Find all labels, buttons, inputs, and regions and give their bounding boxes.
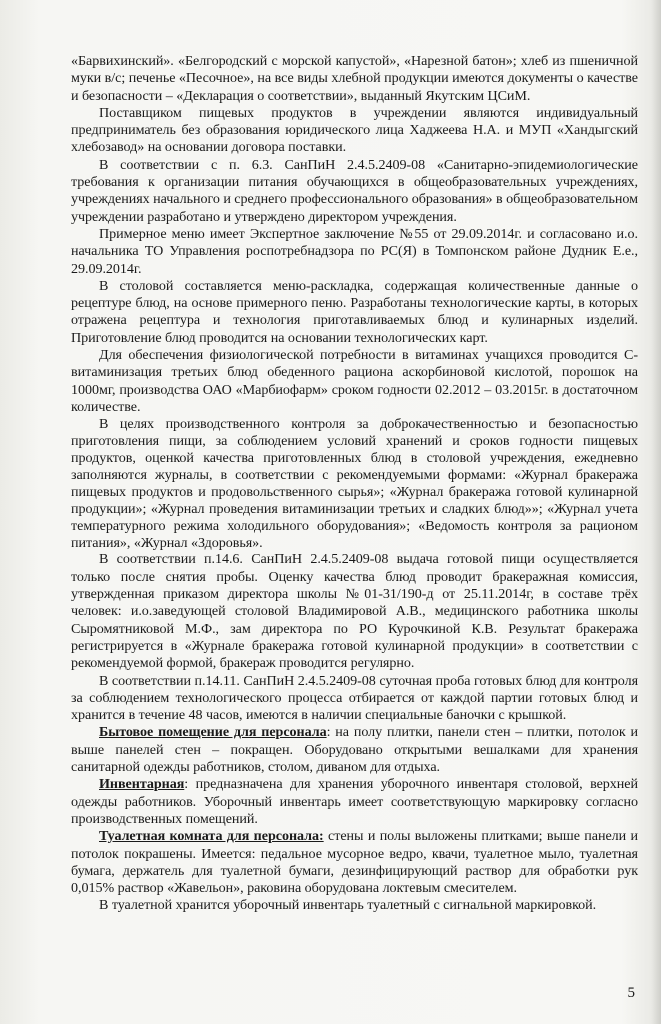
paragraph: В соответствии с п. 6.3. СанПиН 2.4.5.2409-08 «Санитарно-эпидемиологические требования к организации питания обучающихся в общеобразовательных учреждениях, учреждениях начального и среднего профессионального образования» в общеобразовательном учреждении разработано и утверждено директором учреждения. (71, 156, 638, 225)
page-number: 5 (627, 985, 635, 1001)
paragraph-text: : на полу плитки, панели стен – плитки, потолок и выше панелей стен – покращен. Оборудовано открытыми вешалками для хранения санитарной одежды работников, столом, диваном для отдыха. (71, 724, 638, 776)
page-edge-shadow (651, 0, 661, 1024)
section-heading: Туалетная комната для персонала: (99, 828, 324, 845)
paragraph (71, 776, 638, 828)
paragraph: Примерное меню имеет Экспертное заключение №55 от 29.09.2014г. и согласовано и.о. начальника ТО Управления роспотребнадзора по РС(Я) в Томпонском районе Дудник Е.е., 29.09.2014г. (71, 225, 638, 277)
paragraph: Поставщиком пищевых продуктов в учреждении являются индивидуальный предприниматель без образования юридического лица Хаджеева Н.А. и МУП «Хандыгский хлебозавод» на основании договора поставки. (71, 104, 638, 156)
section-heading: Бытовое помещение для персонала (99, 724, 327, 741)
paragraph-text: : предназначена для хранения уборочного инвентаря столовой, верхней одежды работников. Уборочный инвентарь имеет соответствующую маркировку согласно производственных помещений. (71, 776, 638, 827)
section-heading: Инвентарная (99, 776, 185, 793)
document-body (71, 53, 638, 915)
paragraph: В соответствии п.14.6. СанПиН 2.4.5.2409-08 выдача готовой пищи осуществляется только после снятия пробы. Оценку качества блюд проводит бракеражная комиссия, утвержденная приказом директора школы №01-31/190-д от 25.11.2014г, в составе трёх человек: и.о.заведующей столовой Владимировой А.В., медицинского работника школы Сыромятниковой М.Ф., зам директора по РО Курочкиной К.В. Результат бракеража регистрируется в «Журнале бракеража готовой кулинарной продукции» в соответствии с рекомендуемой формой, бракераж проводится регулярно. (71, 551, 638, 672)
paragraph: «Барвихинский». «Белгородский с морской капустой», «Нарезной батон»; хлеб из пшеничной муки в/с; печенье «Песочное», на все виды хлебной продукции имеются документы о качестве и безопасности – «Декларация о соответствии», выданный Якутским ЦСиМ. (71, 53, 638, 104)
paragraph (71, 828, 638, 897)
paragraph: В целях производственного контроля за доброкачественностью и безопасностью приготовления пищи, за соблюдением условий хранений и сроков годности пищевых продуктов, оценкой качества приготовленных блюд в столовой учреждения, ежедневно заполняются журналы, в соответствии с рекомендуемыми формами: «Журнал бракеража пищевых продуктов и продовольственного сырья»; «Журнал бракеража готовой кулинарной продукции»; «Журнал проведения витаминизации третьих и сладких блюд»»; «Журнал учета температурного режима холодильного оборудования»; «Ведомость контроля за рационом питания», «Журнал «Здоровья». (71, 416, 638, 551)
paragraph: В соответствии п.14.11. СанПиН 2.4.5.2409-08 суточная проба готовых блюд для контроля за соблюдением технологического процесса отбирается от каждой партии готовых блюд и хранится в течение 48 часов, имеются в наличии специальные баночки с крышкой. (71, 672, 638, 724)
paragraph (71, 724, 638, 776)
paragraph-text: стены и полы выложены плитками; выше панели и потолок покрашены. Имеется: педальное мусорное ведро, квачи, туалетное мыло, туалетная бумага, держатель для туалетной бумаги, дезинфицирующий раствор для обработки рук 0,015% раствор «Жавельон», раковина оборудована локтевым смесителем. (71, 828, 639, 897)
paragraph: Для обеспечения физиологической потребности в витаминах учащихся проводится С-витаминизация третьих блюд обеденного рациона аскорбиновой кислотой, порошок на 1000мг, производства ОАО «Марбиофарм» сроком годности 02.2012 – 03.2015г. в достаточном количестве. (71, 347, 638, 415)
paragraph: В туалетной хранится уборочный инвентарь туалетный с сигнальной маркировкой. (99, 897, 597, 914)
paragraph: В столовой составляется меню-раскладка, содержащая количественные данные о рецептуре блюд, на основе примерного пеню. Разработаны технологические карты, в которых отражена рецептура и технология приготавливаемых блюд и кулинарных изделий. Приготовление блюд проводится на основании технологических карт. (71, 277, 638, 346)
